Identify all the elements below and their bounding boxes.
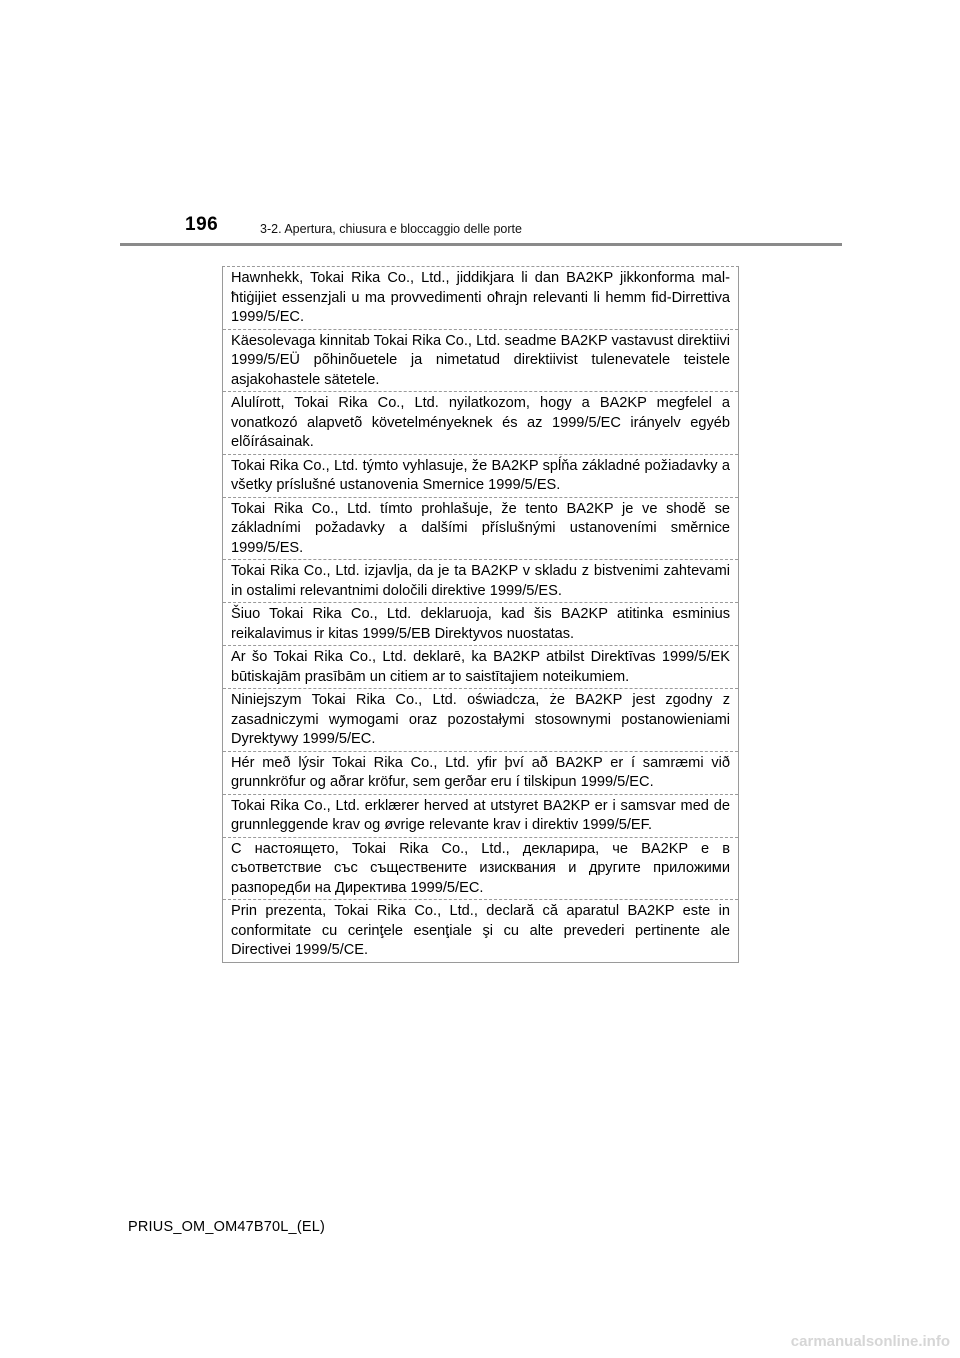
- declaration-czech: Tokai Rika Co., Ltd. tímto prohlašuje, že tento BA2KP je ve shodě se základními požadavky a dalšími příslušnými ustanoveními směrnice 1999/5/ES.: [223, 498, 738, 561]
- declaration-lithuanian: Šiuo Tokai Rika Co., Ltd. deklaruoja, kad šis BA2KP atitinka esminius reikalavimus ir kitas 1999/5/EB Direktyvos nuostatas.: [223, 603, 738, 646]
- declaration-latvian: Ar šo Tokai Rika Co., Ltd. deklarē, ka BA2KP atbilst Direktīvas 1999/5/EK būtiskajām prasībām un citiem ar to saistītajiem noteikumiem.: [223, 646, 738, 689]
- declaration-polish: Niniejszym Tokai Rika Co., Ltd. oświadcza, że BA2KP jest zgodny z zasadniczymi wymogami oraz pozostałymi stosownymi postanowieniami Dyrektywy 1999/5/EC.: [223, 689, 738, 752]
- declaration-estonian: Käesolevaga kinnitab Tokai Rika Co., Ltd. seadme BA2KP vastavust direktiivi 1999/5/EÜ põhinõuetele ja nimetatud direktiivist tulenevatele teistele asjakohastele sätetele.: [223, 330, 738, 393]
- declaration-slovenian: Tokai Rika Co., Ltd. izjavlja, da je ta BA2KP v skladu z bistvenimi zahtevami in ostalimi relevantnimi določili direktive 1999/5/ES.: [223, 560, 738, 603]
- declarations-table: [222, 266, 739, 963]
- declaration-icelandic: Hér með lýsir Tokai Rika Co., Ltd. yfir því að BA2KP er í samræmi við grunnkröfur og aðrar kröfur, sem gerðar eru í tilskipun 1999/5/EC.: [223, 752, 738, 795]
- header-divider: [120, 243, 842, 246]
- declaration-romanian: Prin prezenta, Tokai Rika Co., Ltd., declară că aparatul BA2KP este in conformitate cu cerinţele esenţiale şi cu alte prevederi pertinente ale Directivei 1999/5/CE.: [223, 900, 738, 963]
- declaration-norwegian: Tokai Rika Co., Ltd. erklærer herved at utstyret BA2KP er i samsvar med de grunnleggende krav og øvrige relevante krav i direktiv 1999/5/EF.: [223, 795, 738, 838]
- page-number: 196: [185, 214, 219, 235]
- declaration-bulgarian: С настоящето, Tokai Rika Co., Ltd., декларира, че BA2KP е в съответствие със съществените изисквания и другите приложими разпоредби на Директива 1999/5/ЕС.: [223, 838, 738, 901]
- declaration-slovak: Tokai Rika Co., Ltd. týmto vyhlasuje, že BA2KP spĺňa základné požiadavky a všetky príslušné ustanovenia Smernice 1999/5/ES.: [223, 455, 738, 498]
- declaration-hungarian: Alulírott, Tokai Rika Co., Ltd. nyilatkozom, hogy a BA2KP megfelel a vonatkozó alapvetõ követelményeknek és az 1999/5/EC irányelv egyéb elõírásainak.: [223, 392, 738, 455]
- declaration-maltese: Hawnhekk, Tokai Rika Co., Ltd., jiddikjara li dan BA2KP jikkonforma mal-ħtiġijiet essenzjali u ma provvedimenti oħrajn relevanti li hemm fid-Dirrettiva 1999/5/EC.: [223, 267, 738, 330]
- section-title: 3-2. Apertura, chiusura e bloccaggio delle porte: [260, 222, 522, 236]
- watermark: carmanualsonline.info: [790, 1333, 950, 1350]
- footer-document-code: PRIUS_OM_OM47B70L_(EL): [128, 1219, 326, 1235]
